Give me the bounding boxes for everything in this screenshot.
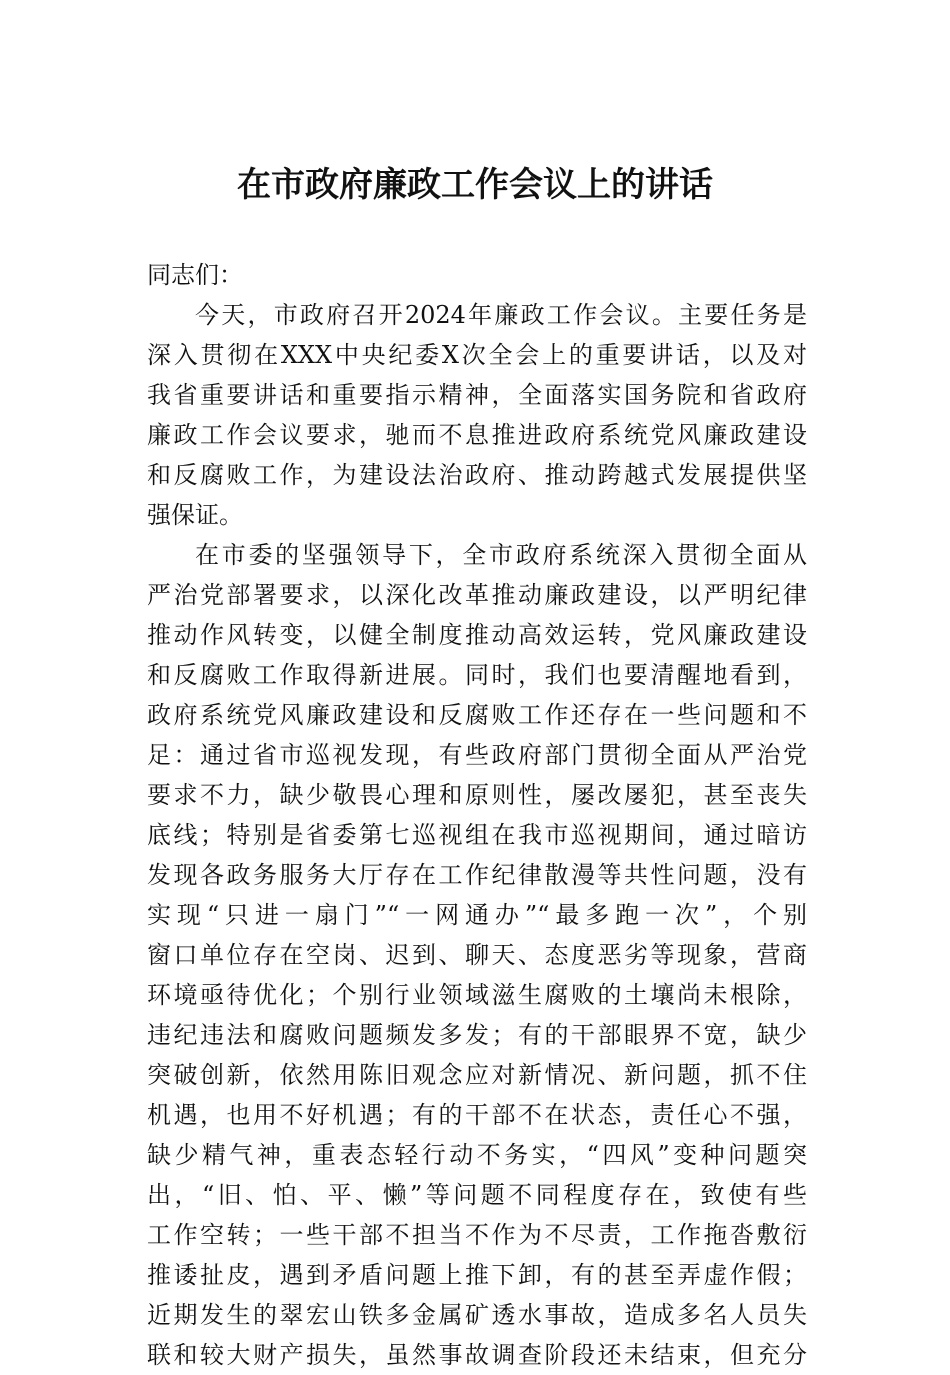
document-body: [147, 255, 807, 1375]
paragraph-1-line: 强保证。: [147, 501, 243, 529]
paragraph-2-line: 机遇，也用不好机遇；有的干部不在状态，责任心不强，: [147, 1101, 807, 1129]
paragraph-2-line: 推诿扯皮，遇到矛盾问题上推下卸，有的甚至弄虚作假；: [147, 1261, 807, 1289]
paragraph-1-line: 深入贯彻在XXX中央纪委X次全会上的重要讲话，以及对: [147, 341, 807, 369]
paragraph-2-line: 缺少精气神，重表态轻行动不务实，“四风”变种问题突: [147, 1141, 807, 1169]
paragraph-2-line: 工作空转；一些干部不担当不作为不尽责，工作拖沓敷衍: [147, 1221, 807, 1249]
paragraph-1-line: 廉政工作会议要求，驰而不息推进政府系统党风廉政建设: [147, 421, 807, 449]
paragraph-2-line: 突破创新，依然用陈旧观念应对新情况、新问题，抓不住: [147, 1061, 807, 1089]
paragraph-2-line: 联和较大财产损失，虽然事故调查阶段还未结束，但充分: [147, 1341, 807, 1369]
paragraph-1-line: 和反腐败工作，为建设法治政府、推动跨越式发展提供坚: [147, 461, 807, 489]
paragraph-2-line: 政府系统党风廉政建设和反腐败工作还存在一些问题和不: [147, 701, 807, 729]
paragraph-2-line: 窗口单位存在空岗、迟到、聊天、态度恶劣等现象，营商: [147, 941, 807, 969]
paragraph-2-line: 足：通过省市巡视发现，有些政府部门贯彻全面从严治党: [147, 741, 807, 769]
paragraph-2-line: 在市委的坚强领导下，全市政府系统深入贯彻全面从: [195, 541, 807, 569]
salutation: 同志们：: [147, 261, 243, 289]
paragraph-2-line: 实现“只进一扇门”“一网通办”“最多跑一次”，个别: [147, 901, 807, 929]
paragraph-2-line: 发现各政务服务大厅存在工作纪律散漫等共性问题，没有: [147, 861, 807, 889]
paragraph-1-line: 我省重要讲话和重要指示精神，全面落实国务院和省政府: [147, 381, 807, 409]
paragraph-2-line: 推动作风转变，以健全制度推动高效运转，党风廉政建设: [147, 621, 807, 649]
paragraph-2-line: 违纪违法和腐败问题频发多发；有的干部眼界不宽，缺少: [147, 1021, 807, 1049]
document-title: 在市政府廉政工作会议上的讲话: [237, 165, 713, 205]
paragraph-1-line: 今天，市政府召开2024年廉政工作会议。主要任务是: [195, 301, 807, 329]
paragraph-2-line: 要求不力，缺少敬畏心理和原则性，屡改屡犯，甚至丧失: [147, 781, 807, 809]
paragraph-2-line: 严治党部署要求，以深化改革推动廉政建设，以严明纪律: [147, 581, 807, 609]
paragraph-2-line: 近期发生的翠宏山铁多金属矿透水事故，造成多名人员失: [147, 1301, 807, 1329]
paragraph-2-line: 出，“旧、怕、平、懒”等问题不同程度存在，致使有些: [147, 1181, 807, 1209]
paragraph-2-line: 环境亟待优化；个别行业领域滋生腐败的土壤尚未根除，: [147, 981, 807, 1009]
paragraph-2-line: 和反腐败工作取得新进展。同时，我们也要清醒地看到，: [147, 661, 807, 689]
paragraph-2-line: 底线；特别是省委第七巡视组在我市巡视期间，通过暗访: [147, 821, 807, 849]
